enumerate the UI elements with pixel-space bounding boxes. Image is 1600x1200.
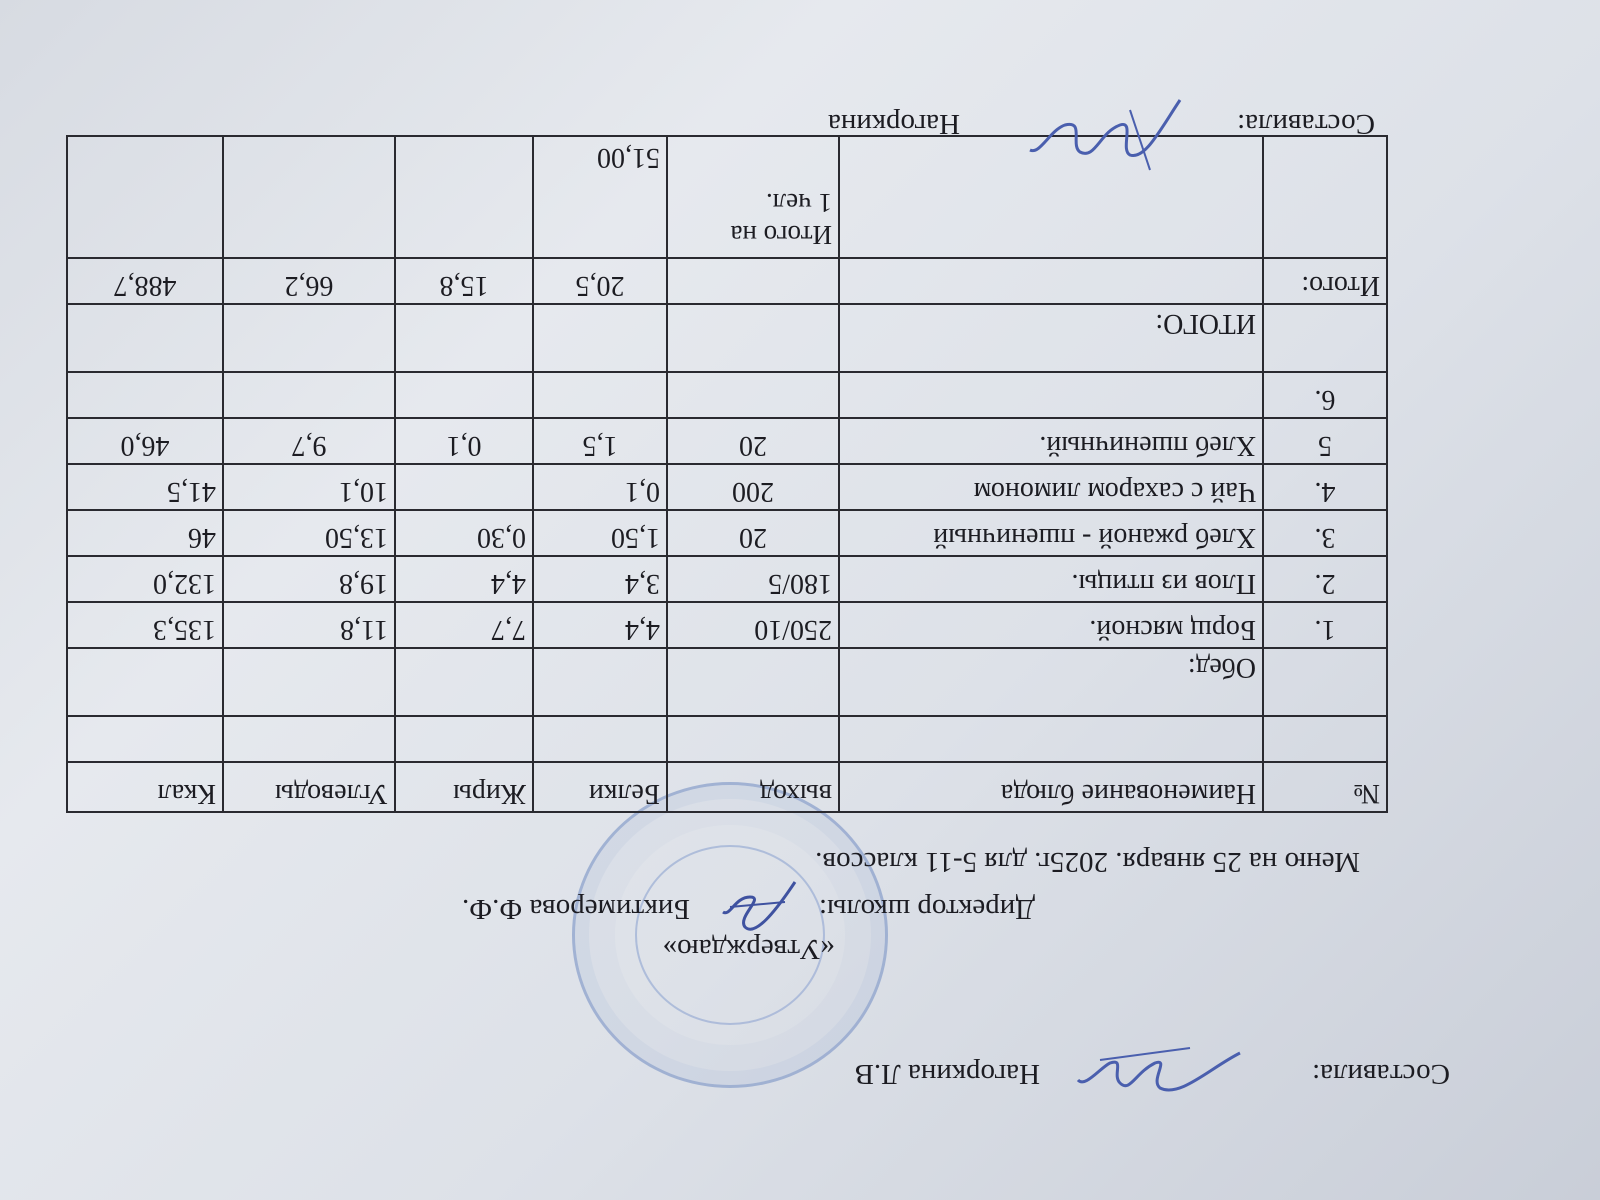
cell — [533, 716, 667, 762]
itogo-carbs: 66,2 — [223, 258, 395, 304]
signature-director — [715, 872, 805, 942]
cell — [395, 648, 533, 716]
row-num: 6. — [1263, 372, 1387, 418]
per-person-price: 51,00 — [533, 136, 667, 258]
cell — [667, 648, 839, 716]
table-row — [67, 464, 1387, 510]
table-row — [67, 372, 1387, 418]
row-carbs: 11,8 — [223, 602, 395, 648]
header-output: выход — [667, 762, 839, 812]
table-row — [67, 556, 1387, 602]
row-fats: 0,30 — [395, 510, 533, 556]
itogo-caps-row — [67, 304, 1387, 372]
cell — [67, 136, 223, 258]
cell — [223, 136, 395, 258]
cell — [1263, 716, 1387, 762]
cell — [395, 304, 533, 372]
menu-table — [66, 135, 1388, 813]
header-kcal: Ккал — [67, 762, 223, 812]
director-name: Биктимерова Ф.Ф. — [461, 893, 690, 925]
row-carbs: 9,7 — [223, 418, 395, 464]
row-kcal: 132,0 — [67, 556, 223, 602]
cell — [533, 304, 667, 372]
row-kcal: 46 — [67, 510, 223, 556]
row-output: 20 — [667, 418, 839, 464]
row-num: 2. — [1263, 556, 1387, 602]
cell — [667, 716, 839, 762]
row-fats: 7,7 — [395, 602, 533, 648]
itogo-row — [67, 258, 1387, 304]
itogo-proteins: 20,5 — [533, 258, 667, 304]
header-name: Наименование блюда — [839, 762, 1263, 812]
row-output: 200 — [667, 464, 839, 510]
row-fats: 4,4 — [395, 556, 533, 602]
table-row — [67, 602, 1387, 648]
per-person-label-line2: 1 чел. — [765, 188, 832, 218]
signature-bottom — [1020, 90, 1190, 180]
itogo-kcal: 488,7 — [67, 258, 223, 304]
itogo-fats: 15,8 — [395, 258, 533, 304]
per-person-label-line1: Итого на — [730, 220, 832, 250]
header-fats: Жиры — [395, 762, 533, 812]
row-proteins: 3,4 — [533, 556, 667, 602]
row-carbs: 13,50 — [223, 510, 395, 556]
cell — [67, 716, 223, 762]
cell — [667, 258, 839, 304]
row-kcal — [67, 372, 223, 418]
cell — [839, 258, 1263, 304]
row-carbs: 10,1 — [223, 464, 395, 510]
itogo-caps-label: ИТОГО: — [839, 304, 1263, 372]
row-kcal: 46,0 — [67, 418, 223, 464]
header-proteins: Белки — [533, 762, 667, 812]
row-name: Чай с сахаром лимоном — [839, 464, 1263, 510]
table-row — [67, 418, 1387, 464]
cell — [395, 716, 533, 762]
director-label: Директор школы: — [819, 893, 1035, 925]
cell — [533, 648, 667, 716]
header-carbs: Углеводы — [223, 762, 395, 812]
signature-top — [1070, 1038, 1250, 1108]
row-kcal: 135,3 — [67, 602, 223, 648]
table-header-row — [67, 762, 1387, 812]
menu-heading: Меню на 25 января. 2025г. для 5-11 классов. — [815, 846, 1360, 878]
cell — [395, 136, 533, 258]
section-label: Обед: — [839, 648, 1263, 716]
row-proteins: 1,50 — [533, 510, 667, 556]
approval-title: «Утверждаю» — [662, 933, 835, 965]
row-output: 250/10 — [667, 602, 839, 648]
row-name — [839, 372, 1263, 418]
header-num: № — [1263, 762, 1387, 812]
row-carbs — [223, 372, 395, 418]
row-num: 1. — [1263, 602, 1387, 648]
row-proteins: 1,5 — [533, 418, 667, 464]
cell — [67, 304, 223, 372]
row-num: 5 — [1263, 418, 1387, 464]
cell — [223, 304, 395, 372]
row-name: Хлеб ржаной - пшеничный — [839, 510, 1263, 556]
compiled-top-label: Составила: — [1312, 1058, 1450, 1090]
row-fats — [395, 372, 533, 418]
row-fats — [395, 464, 533, 510]
per-person-label — [667, 136, 839, 258]
table-row — [67, 716, 1387, 762]
row-fats: 0,1 — [395, 418, 533, 464]
cell — [67, 648, 223, 716]
cell — [1263, 136, 1387, 258]
compiled-bottom-name: Нагоркина — [828, 108, 960, 140]
row-kcal: 41,5 — [67, 464, 223, 510]
row-output: 180/5 — [667, 556, 839, 602]
cell — [223, 716, 395, 762]
row-num: 3. — [1263, 510, 1387, 556]
row-output: 20 — [667, 510, 839, 556]
row-output — [667, 372, 839, 418]
cell — [223, 648, 395, 716]
cell — [667, 304, 839, 372]
row-name: Плов из птицы. — [839, 556, 1263, 602]
cell — [1263, 304, 1387, 372]
itogo-label: Итого: — [1263, 258, 1387, 304]
row-num: 4. — [1263, 464, 1387, 510]
row-name: Борщ мясной. — [839, 602, 1263, 648]
row-proteins — [533, 372, 667, 418]
row-name: Хлеб пшеничный. — [839, 418, 1263, 464]
row-carbs: 19,8 — [223, 556, 395, 602]
compiled-bottom-label: Составила: — [1237, 108, 1375, 140]
cell — [839, 716, 1263, 762]
cell — [1263, 648, 1387, 716]
row-proteins: 0,1 — [533, 464, 667, 510]
row-proteins: 4,4 — [533, 602, 667, 648]
table-row — [67, 510, 1387, 556]
compiled-top-name: Нагоркина Л.В — [854, 1058, 1040, 1090]
section-row — [67, 648, 1387, 716]
